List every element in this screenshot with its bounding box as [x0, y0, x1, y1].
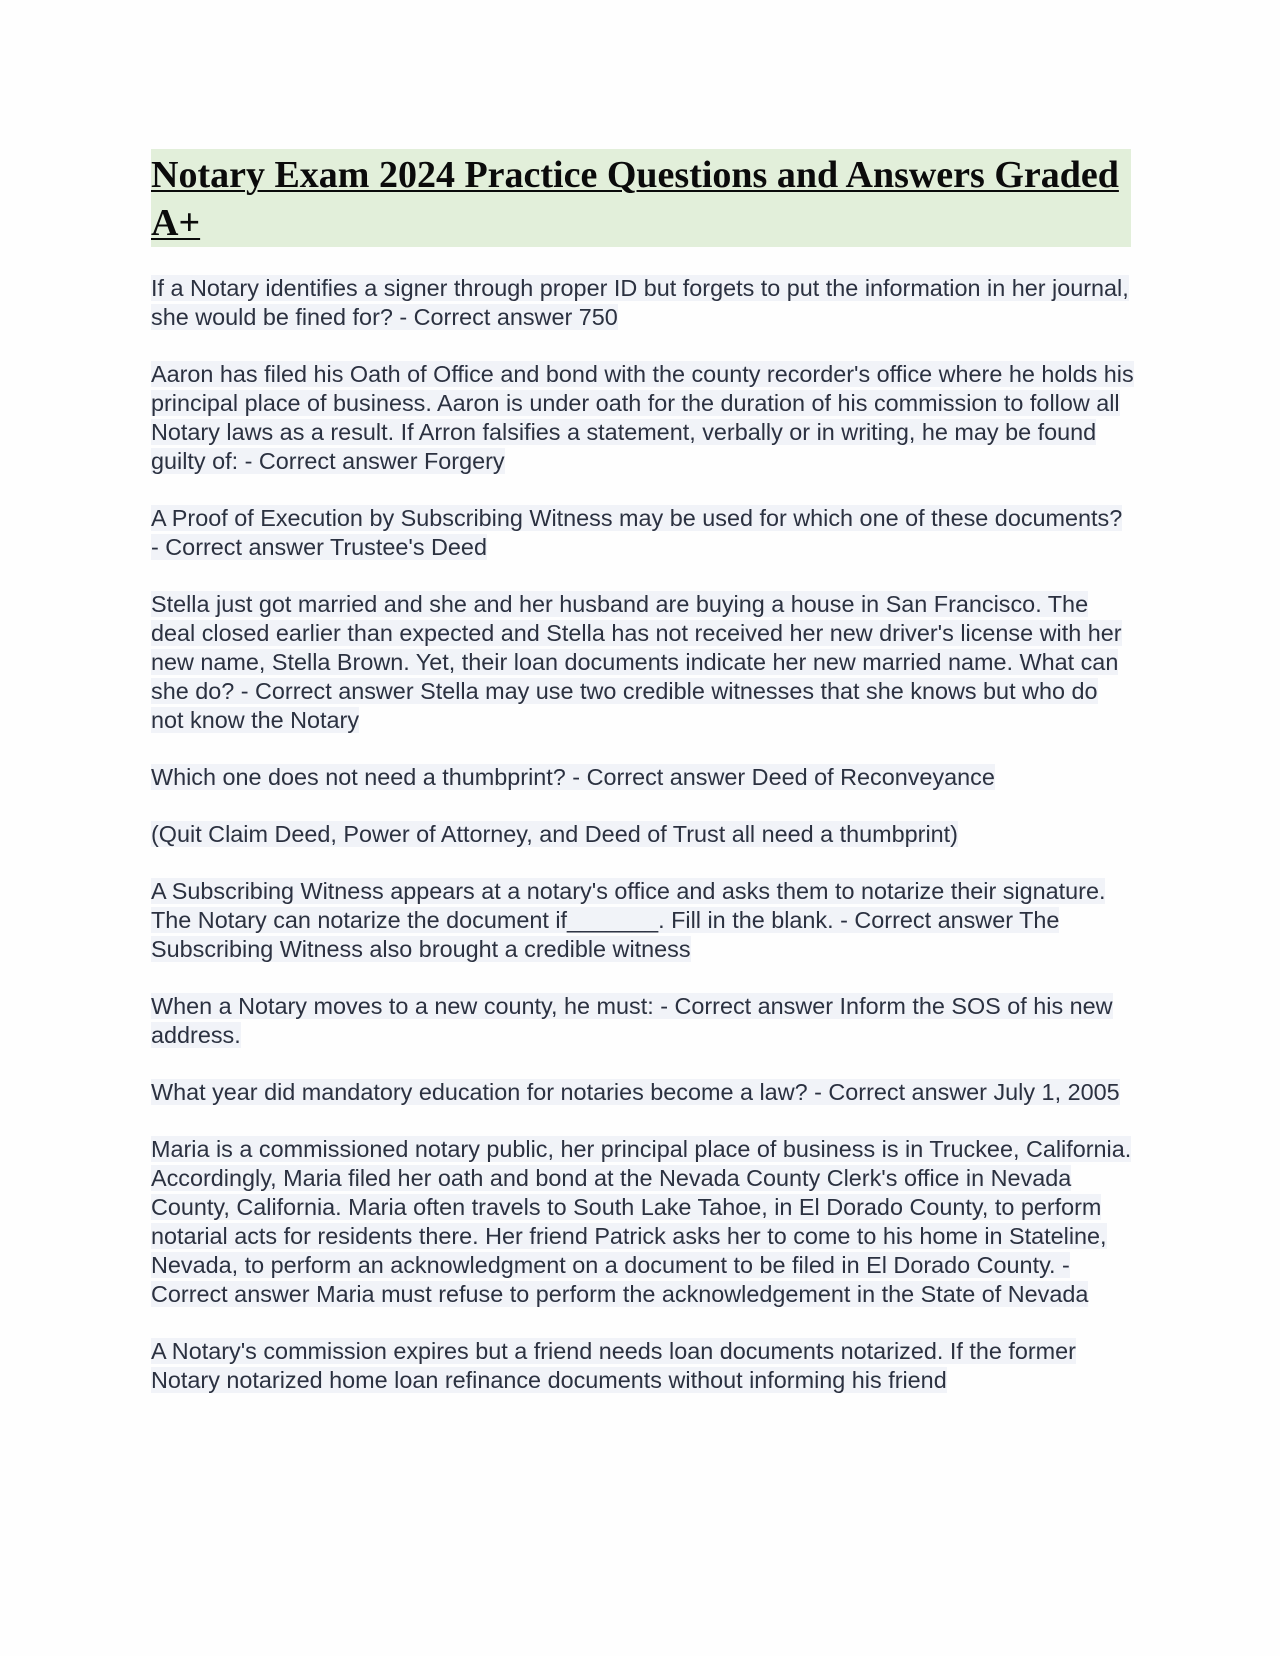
document-body	[151, 274, 1136, 1423]
paragraph-text: A Subscribing Witness appears at a notary's office and asks them to notarize their signature. The Notary can notarize the document if_______. Fill in the blank. - Correct answer The Subscribing Witness also brought a credible witness	[151, 878, 1106, 962]
question-paragraph	[151, 992, 1136, 1050]
note-paragraph	[151, 820, 1136, 849]
question-paragraph	[151, 1078, 1136, 1107]
question-paragraph	[151, 1337, 1136, 1395]
paragraph-text: If a Notary identifies a signer through proper ID but forgets to put the information in her journal, she would be fined for? - Correct answer 750	[151, 275, 1129, 330]
question-paragraph	[151, 590, 1136, 735]
paragraph-text: When a Notary moves to a new county, he must: - Correct answer Inform the SOS of his new address.	[151, 993, 1113, 1048]
paragraph-text: Stella just got married and she and her husband are buying a house in San Francisco. The deal closed earlier than expected and Stella has not received her new driver's license with her new name, Stella Brown. Yet, their loan documents indicate her new married name. What can she do? - Correct answer Stella may use two credible witnesses that she knows but who do not know the Notary	[151, 591, 1122, 733]
paragraph-text: Maria is a commissioned notary public, her principal place of business is in Truckee, California. Accordingly, Maria filed her oath and bond at the Nevada County Clerk's office in Nevada County, California. Maria often travels to South Lake Tahoe, in El Dorado County, to perform notarial acts for residents there. Her friend Patrick asks her to come to his home in Stateline, Nevada, to perform an acknowledgment on a document to be filed in El Dorado County. - Correct answer Maria must refuse to perform the acknowledgement in the State of Nevada	[151, 1136, 1132, 1307]
title-highlight	[151, 149, 1131, 247]
paragraph-text: (Quit Claim Deed, Power of Attorney, and Deed of Trust all need a thumbprint)	[151, 821, 958, 847]
document-title: Notary Exam 2024 Practice Questions and Answers Graded A+	[151, 154, 1119, 244]
paragraph-text: Which one does not need a thumbprint? - Correct answer Deed of Reconveyance	[151, 764, 995, 790]
paragraph-text: Aaron has filed his Oath of Office and bond with the county recorder's office where he holds his principal place of business. Aaron is under oath for the duration of his commission to follow all Notary laws as a result. If Arron falsifies a statement, verbally or in writing, he may be found guilty of: - Correct answer Forgery	[151, 361, 1134, 474]
paragraph-text: What year did mandatory education for notaries become a law? - Correct answer July 1, 2005	[151, 1079, 1120, 1105]
question-paragraph	[151, 877, 1136, 964]
question-paragraph	[151, 504, 1136, 562]
question-paragraph	[151, 763, 1136, 792]
question-paragraph	[151, 274, 1136, 332]
paragraph-text: A Notary's commission expires but a friend needs loan documents notarized. If the former Notary notarized home loan refinance documents without informing his friend	[151, 1338, 1076, 1393]
question-paragraph	[151, 360, 1136, 476]
question-paragraph	[151, 1135, 1136, 1309]
paragraph-text: A Proof of Execution by Subscribing Witness may be used for which one of these documents? - Correct answer Trustee's Deed	[151, 505, 1123, 560]
